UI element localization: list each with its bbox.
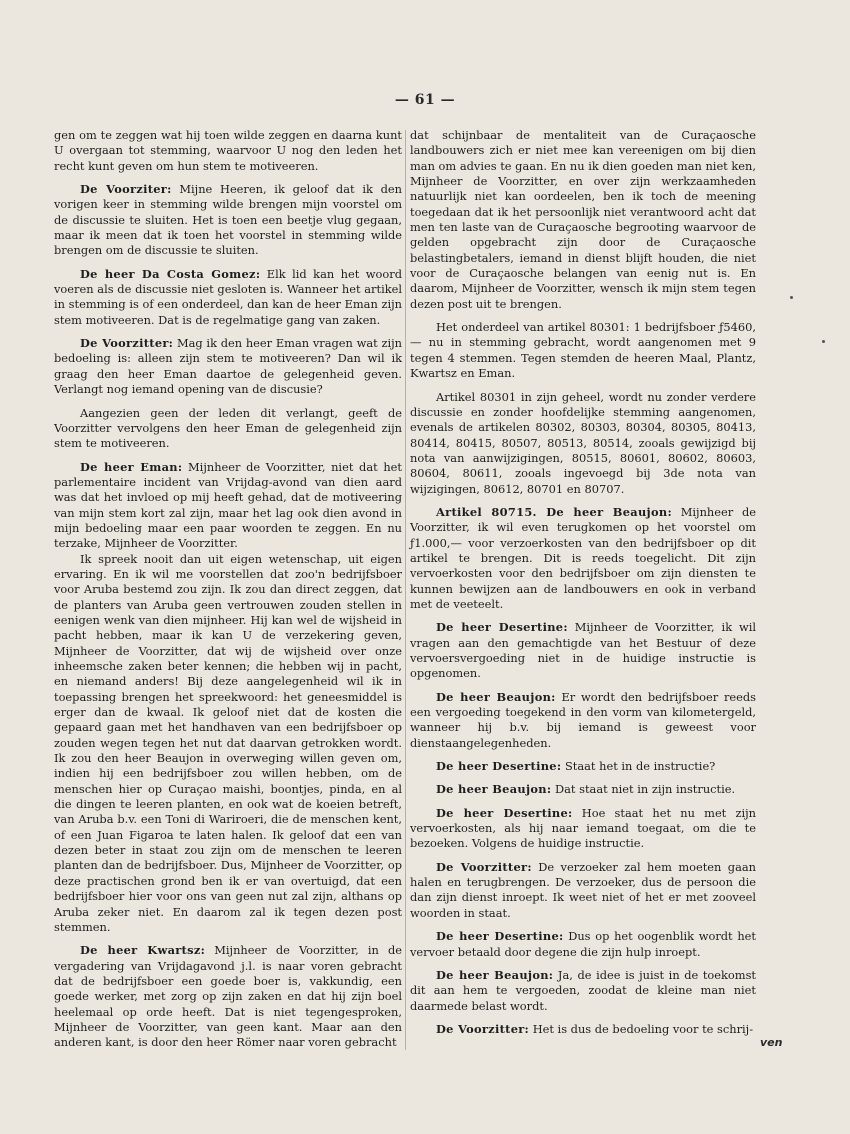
- speaker: Artikel 80715. De heer Beaujon:: [436, 504, 672, 519]
- paragraph: [410, 1022, 756, 1037]
- paragraph-text: De verzoeker zal hem moeten gaan halen en terugbrengen. De verzoeker, dus de persoon die dan zijn dienst inroept. Ik weet niet of het er met zooveel woorden in staat.: [410, 859, 756, 920]
- paragraph: [410, 128, 756, 312]
- column-divider: [405, 130, 406, 1050]
- speaker: De heer Eman:: [80, 459, 183, 474]
- paragraph-text: Mijnheer de Voorzitter, niet dat het parlementaire incident van Vrijdag-avond van dien aard was dat het invloed op mij heeft gehad, dat de motiveering van mijn stem kort zal zijn, maar het lag ook dien avond in mijn bedoeling maar een paar woorden te zeggen. En nu terzake, Mijnheer de Voorzitter.: [54, 459, 402, 551]
- speaker: De heer Da Costa Gomez:: [80, 266, 261, 281]
- speaker: De heer Beaujon:: [436, 689, 556, 704]
- left-column: [54, 128, 402, 1059]
- ink-dot: [790, 296, 793, 299]
- paragraph: [54, 267, 402, 328]
- paragraph-text: dat schijnbaar de mentaliteit van de Curaçaosche landbouwers zich er niet mee kan vereenigen om bij dien man om advies te gaan. En nu ik dien goeden man niet ken, Mijnheer de Voorzitter, en over zijn werkzaamheden natuurlijk niet kan oordeelen, ben ik toch de meening toegedaan dat ik het persoonlijk niet verantwoord acht dat men ten laste van de Curaçaosche begrooting waarvoor de gelden opgebracht zijn door de Curaçaosche belastingbetalers, iemand in dienst blijft houden, die niet voor de Curaçaosche belangen van eenig nut is. En daarom, Mijnheer de Voorzitter, wensch ik mijn stem tegen dezen post uit te brengen.: [410, 128, 756, 311]
- paragraph: [54, 336, 402, 397]
- paragraph: [410, 320, 756, 381]
- paragraph-text: Mijnheer de Voorzitter, ik wil vragen aan den gemachtigde van het Bestuur of deze vervoersvergoeding niet in de huidige instructie is opgenomen.: [410, 620, 757, 681]
- paragraph: [410, 390, 756, 497]
- paragraph-text: Het is dus de bedoeling voor te schrij-: [532, 1021, 754, 1036]
- paragraph-text: Ik spreek nooit dan uit eigen wetenschap, uit eigen ervaring. En ik wil me voorstellen dat zoo'n bedrijfsboer voor Aruba bestemd zou zijn. Ik zou dan direct zeggen, dat de planters van Aruba geen vertrouwen zouden stellen in eenigen wenk van dien mijnheer. Hij kan wel de wijsheid in pacht hebben, maar ik kan U de verzekering geven, Mijnheer de Voorzitter, dat wij de wijsheid over onze inheemsche zaken beter kennen; die hebben wij in pacht, en niemand anders! Bij deze aangelegenheid wil ik in toepassing brengen het spreekwoord: het geneesmiddel is erger dan de kwaal. Ik geloof niet dat de kosten die gepaard gaan met het handhaven van een bedrijfsboer op zouden wegen tegen het nut dat daarvan getrokken wordt. Ik zou den heer Beaujon in overweging willen geven om, indien hij een bedrijfsboer zou willen hebben, om de menschen hier op Curaçao maishi, boontjes, pinda, en al die dingen te leeren planten, en ook wat de koeien betreft, van Aruba b.v. een Toni di Wariroeri, die de menschen kent, of een Juan Figaroa te laten halen. Ik geloof dat een van dezen beter in staat zou zijn om de menschen te leeren planten dan de bedrijfsboer. Dus, Mijnheer de Voorzitter, op deze practischen grond ben ik er van overtuigd, dat een bedrijfsboer hier voor ons van geen nut zal zijn, althans op Aruba zeker niet. En daarom zal ik tegen dezen post stemmen.: [54, 551, 402, 934]
- paragraph: [410, 782, 756, 797]
- paragraph: [410, 806, 756, 852]
- speaker: De Voorziter:: [80, 182, 172, 197]
- paragraph: [410, 690, 756, 751]
- paragraph-text: Staat het in de instructie?: [564, 759, 716, 774]
- paragraph-text: Er wordt den bedrijfsboer reeds een vergoeding toegekend in den vorm van kilometergeld, wanneer hij b.v. bij iemand is geweest voor dienstaangelegenheden.: [410, 689, 757, 750]
- paragraph: [410, 620, 756, 681]
- speaker: De Voorzitter:: [436, 1021, 530, 1036]
- paragraph-text: Elk lid kan het woord voeren als de discussie niet gesloten is. Wanneer het artikel in stemming is of een onderdeel, dan kan de heer Eman zijn stem motiveeren. Dat is de regelmatige gang van zaken.: [54, 266, 402, 327]
- paragraph: [54, 460, 402, 552]
- paragraph-text: Aangezien geen der leden dit verlangt, geeft de Voorzitter vervolgens den heer Eman de gelegenheid zijn stem te motiveeren.: [54, 405, 402, 451]
- paragraph: [410, 505, 756, 612]
- paragraph-text: Hoe staat het nu met zijn vervoerkosten, als hij naar iemand toegaat, om die te bezoeken. Volgens de huidige instructie.: [410, 805, 757, 851]
- paragraph-text: Het onderdeel van artikel 80301: 1 bedrijfsboer ƒ5460,— nu in stemming gebracht, wordt aangenomen met 9 tegen 4 stemmen. Tegen stemden de heeren Maal, Plantz, Kwartsz en Eman.: [410, 320, 756, 381]
- handwritten-margin-note: ven: [760, 1036, 783, 1049]
- speaker: De heer Kwartsz:: [80, 943, 206, 958]
- paragraph-text: Artikel 80301 in zijn geheel, wordt nu zonder verdere discussie en zonder hoofdelijke stemming aangenomen, evenals de artikelen 80302, 80303, 80304, 80305, 80413, 80414, 80415, 80507, 80513, 80514, zooals gewijzigd bij nota van aanwijzigingen, 80515, 80601, 80602, 80603, 80604, 80611, zooals ingevoegd bij 3de nota van wijzigingen, 80612, 80701 en 80707.: [410, 389, 756, 496]
- paragraph: [410, 759, 756, 774]
- paragraph: [410, 968, 756, 1014]
- speaker: De heer Desertine:: [436, 805, 573, 820]
- speaker: De heer Desertine:: [436, 620, 568, 635]
- paragraph: [54, 182, 402, 259]
- paragraph-text: Dus op het oogenblik wordt het vervoer betaald door degene die zijn hulp inroept.: [410, 929, 756, 959]
- speaker: De heer Beaujon:: [436, 782, 552, 797]
- paragraph-text: Mijnheer de Voorzitter, ik wil even terugkomen op het voorstel om ƒ1.000,— voor verzoerkosten van den bedrijfsboer op dit artikel te brengen. Dit is reeds toegelicht. Dit zijn vervoerkosten voor den bedrijfsboer om zijn diensten te kunnen bewijzen aan de landbouwers en ook in verband met de veeteelt.: [410, 504, 757, 611]
- paragraph: [410, 929, 756, 960]
- paragraph-text: Dat staat niet in zijn instructie.: [555, 782, 736, 797]
- speaker: De heer Desertine:: [436, 759, 562, 774]
- paragraph-text: Ja, de idee is juist in de toekomst dit aan hem te vergoeden, zoodat de kleine man niet daarmede belast wordt.: [410, 967, 757, 1013]
- right-column: [410, 128, 756, 1045]
- paragraph: [54, 552, 402, 936]
- paragraph: [410, 860, 756, 921]
- paragraph: [54, 406, 402, 452]
- paragraph-text: Mijne Heeren, ik geloof dat ik den vorigen keer in stemming wilde brengen mijn voorstel om de discussie te sluiten. Het is toen een beetje vlug gegaan, maar ik meen dat ik toen het voorstel in stemming wilde brengen om de discussie te sluiten.: [54, 182, 402, 258]
- page-number: — 61 —: [394, 92, 456, 108]
- speaker: De Voorzitter:: [436, 859, 532, 874]
- paragraph-text: gen om te zeggen wat hij toen wilde zeggen en daarna kunt U overgaan tot stemming, waarvoor U nog den leden het recht kunt geven om hun stem te motiveeren.: [54, 128, 402, 173]
- paragraph-text: Mijnheer de Voorzitter, in de vergadering van Vrijdagavond j.l. is naar voren gebracht dat de bedrijfsboer een goede boer is, vakkundig, een goede werker, met zorg op zijn zaken en dat hij zijn boel heelemaal op orde heeft. Dat is niet tegengesproken, Mijnheer de Voorzitter, van geen kant. Maar aan den anderen kant, is door den heer Römer naar voren gebracht: [54, 943, 402, 1050]
- paragraph: [54, 128, 402, 174]
- paragraph: [54, 943, 402, 1050]
- paragraph-text: Mag ik den heer Eman vragen wat zijn bedoeling is: alleen zijn stem te motiveeren? Dan wil ik graag den heer Eman daartoe de gelegenheid geven. Verlangt nog iemand opening van de discusie?: [54, 336, 402, 397]
- speaker: De heer Desertine:: [436, 929, 564, 944]
- ink-dot: [822, 340, 825, 343]
- speaker: De heer Beaujon:: [436, 967, 554, 982]
- speaker: De Voorzitter:: [80, 336, 174, 351]
